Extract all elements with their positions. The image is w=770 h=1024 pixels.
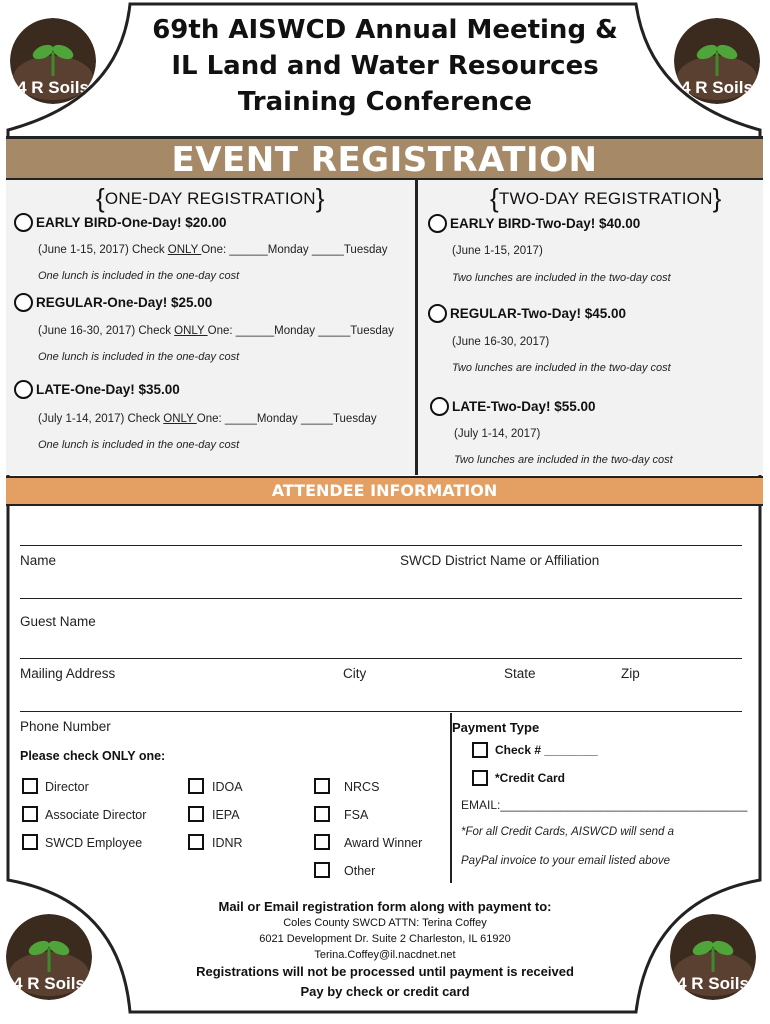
panel-divider: [415, 180, 418, 475]
early-bird-two-day-option[interactable]: EARLY BIRD-Two-Day! $40.00: [428, 214, 640, 233]
iepa-checkbox[interactable]: [188, 806, 204, 822]
regular-two-day-option[interactable]: REGULAR-Two-Day! $45.00: [428, 304, 626, 323]
credit-card-checkbox[interactable]: [472, 770, 488, 786]
name-input-line[interactable]: [20, 545, 742, 546]
late-one-day-dates: (July 1-14, 2017) Check ONLY One: _____Monday _____Tuesday: [38, 413, 377, 425]
guest-name-input-line[interactable]: [20, 598, 742, 599]
radio-button[interactable]: [14, 213, 33, 232]
late-two-day-option[interactable]: LATE-Two-Day! $55.00: [430, 397, 596, 416]
phone-input-line[interactable]: [20, 711, 742, 712]
city-label: City: [343, 666, 367, 681]
regular-one-day-note: One lunch is included in the one-day cost: [38, 351, 240, 363]
name-label: Name: [20, 553, 57, 568]
logo-top-right: [674, 18, 760, 104]
mailing-address-input-line[interactable]: [20, 658, 742, 659]
early-bird-two-day-dates: (June 1-15, 2017): [452, 245, 543, 257]
other-label: Other: [344, 864, 376, 878]
other-checkbox[interactable]: [314, 862, 330, 878]
two-day-heading: {TWO-DAY REGISTRATION}: [490, 183, 722, 213]
iepa-label: IEPA: [212, 808, 240, 822]
associate-director-label: Associate Director: [45, 808, 147, 822]
early-bird-two-day-note: Two lunches are included in the two-day cost: [452, 272, 671, 284]
event-registration-heading: EVENT REGISTRATION: [171, 140, 598, 180]
title-line-2: IL Land and Water Resources: [171, 51, 599, 81]
regular-two-day-dates: (June 16-30, 2017): [452, 336, 550, 348]
attendee-information-banner: [6, 476, 763, 506]
fsa-label: FSA: [344, 808, 369, 822]
radio-button[interactable]: [428, 304, 447, 323]
payment-method-notice: Pay by check or credit card: [300, 984, 470, 999]
email-field[interactable]: EMAIL:_____________________________________: [461, 798, 748, 812]
late-two-day-note: Two lunches are included in the two-day cost: [454, 454, 673, 466]
radio-button[interactable]: [14, 293, 33, 312]
logo-top-left: [10, 18, 96, 104]
regular-one-day-dates: (June 16-30, 2017) Check ONLY One: ______Monday _____Tuesday: [38, 325, 394, 337]
logo-bottom-right: [670, 914, 756, 1000]
phone-number-label: Phone Number: [20, 719, 111, 734]
title-line-1: 69th AISWCD Annual Meeting &: [152, 15, 618, 45]
credit-card-label: *Credit Card: [495, 771, 566, 785]
late-one-day-note: One lunch is included in the one-day cost: [38, 439, 240, 451]
director-checkbox[interactable]: [22, 778, 38, 794]
contact-email: Terina.Coffey@il.nacdnet.net: [314, 949, 456, 961]
svg-text:4 R Soils: 4 R Soils: [681, 78, 753, 97]
svg-text:4 R Soils: 4 R Soils: [17, 78, 89, 97]
mail-instructions: Mail or Email registration form along with payment to:: [218, 899, 552, 914]
swcd-employee-checkbox[interactable]: [22, 834, 38, 850]
associate-director-checkbox[interactable]: [22, 806, 38, 822]
regular-one-day-option[interactable]: REGULAR-One-Day! $25.00: [14, 293, 212, 312]
director-label: Director: [45, 780, 89, 794]
one-day-heading: {ONE-DAY REGISTRATION}: [96, 183, 325, 213]
attendee-information-heading: ATTENDEE INFORMATION: [271, 481, 498, 500]
title-line-3: Training Conference: [237, 87, 533, 117]
fsa-checkbox[interactable]: [314, 806, 330, 822]
early-bird-one-day-note: One lunch is included in the one-day cost: [38, 270, 240, 282]
processing-notice: Registrations will not be processed until payment is received: [196, 964, 574, 979]
late-one-day-option[interactable]: LATE-One-Day! $35.00: [14, 380, 180, 399]
check-payment-label: Check # ________: [495, 743, 598, 757]
state-label: State: [504, 666, 536, 681]
check-only-one-heading: Please check ONLY one:: [20, 749, 166, 763]
idnr-checkbox[interactable]: [188, 834, 204, 850]
late-two-day-dates: (July 1-14, 2017): [454, 428, 541, 440]
payment-divider: [450, 713, 452, 883]
regular-two-day-note: Two lunches are included in the two-day cost: [452, 362, 671, 374]
idnr-label: IDNR: [212, 836, 243, 850]
award-winner-label: Award Winner: [344, 836, 423, 850]
zip-label: Zip: [621, 666, 640, 681]
mailing-address-label: Mailing Address: [20, 666, 116, 681]
early-bird-one-day-dates: (June 1-15, 2017) Check ONLY One: ______Monday _____Tuesday: [38, 244, 388, 256]
swcd-employee-label: SWCD Employee: [45, 836, 143, 850]
idoa-label: IDOA: [212, 780, 243, 794]
guest-name-label: Guest Name: [20, 614, 96, 629]
idoa-checkbox[interactable]: [188, 778, 204, 794]
award-winner-checkbox[interactable]: [314, 834, 330, 850]
credit-card-note-line-2: PayPal invoice to your email listed above: [461, 855, 671, 867]
nrcs-checkbox[interactable]: [314, 778, 330, 794]
check-payment-checkbox[interactable]: [472, 742, 488, 758]
nrcs-label: NRCS: [344, 780, 380, 794]
payment-type-heading: Payment Type: [452, 720, 540, 735]
swcd-affiliation-label: SWCD District Name or Affiliation: [400, 553, 600, 568]
radio-button[interactable]: [14, 380, 33, 399]
svg-text:4 R Soils: 4 R Soils: [677, 974, 749, 993]
early-bird-one-day-option[interactable]: EARLY BIRD-One-Day! $20.00: [14, 213, 227, 232]
event-registration-banner: [6, 136, 763, 180]
svg-text:4 R Soils: 4 R Soils: [13, 974, 85, 993]
radio-button[interactable]: [430, 397, 449, 416]
page-title: [140, 12, 630, 120]
radio-button[interactable]: [428, 214, 447, 233]
credit-card-note-line-1: *For all Credit Cards, AISWCD will send a: [461, 826, 675, 838]
logo-bottom-left: [6, 914, 92, 1000]
mail-address: 6021 Development Dr. Suite 2 Charleston, IL 61920: [259, 933, 511, 945]
mail-attention: Coles County SWCD ATTN: Terina Coffey: [283, 917, 487, 929]
